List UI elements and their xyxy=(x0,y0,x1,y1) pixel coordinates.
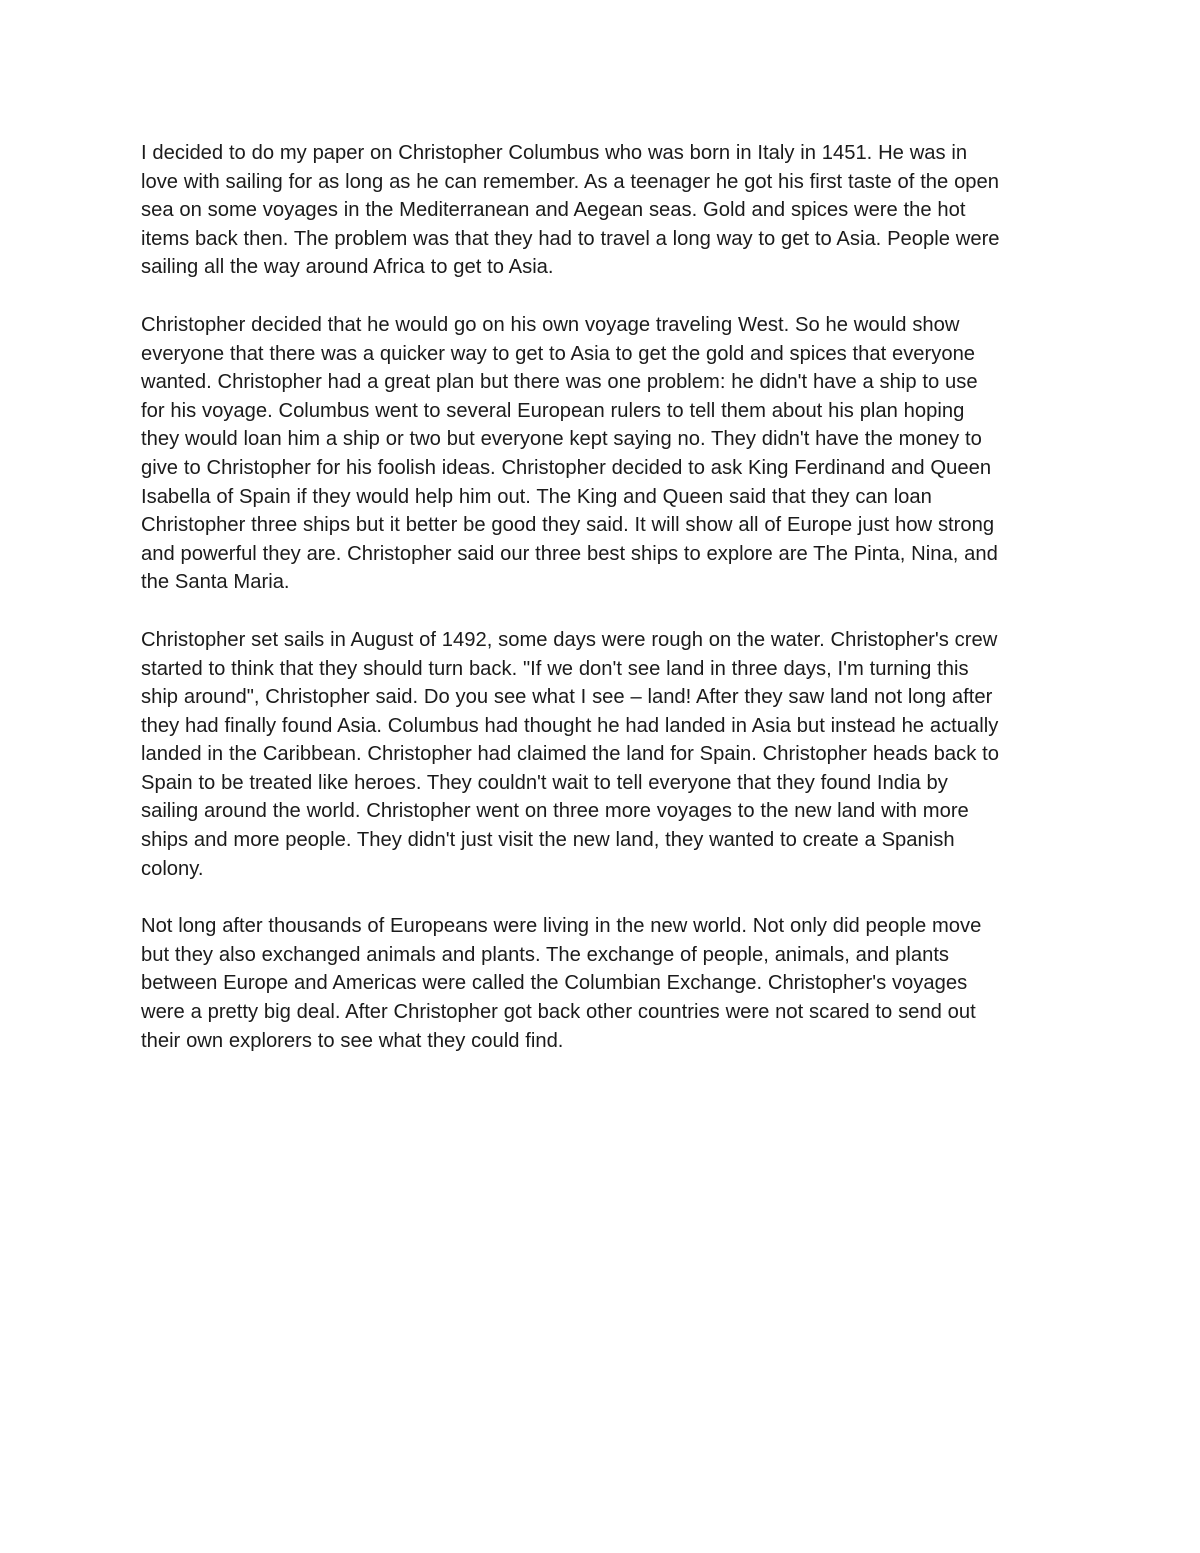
paragraph-2 xyxy=(141,311,1071,597)
paragraph-3 xyxy=(141,626,1071,883)
text-line: for his voyage. Columbus went to several European rulers to tell them about his plan hoping xyxy=(141,399,965,422)
text-line: Spain to be treated like heroes. They couldn't wait to tell everyone that they found India by xyxy=(141,771,948,794)
text-line: and powerful they are. Christopher said our three best ships to explore are The Pinta, Nina, and xyxy=(141,542,998,565)
text-line: Christopher set sails in August of 1492, some days were rough on the water. Christopher's crew xyxy=(141,628,998,651)
text-line: were a pretty big deal. After Christopher got back other countries were not scared to send out xyxy=(141,1001,976,1024)
text-line: between Europe and Americas were called the Columbian Exchange. Christopher's voyages xyxy=(141,972,968,995)
document-body xyxy=(141,139,1071,1084)
text-line: ship around", Christopher said. Do you see what I see – land! After they saw land not long after xyxy=(141,686,993,709)
text-line: colony. xyxy=(141,857,204,880)
text-line: I decided to do my paper on Christopher Columbus who was born in Italy in 1451. He was in xyxy=(141,142,968,164)
paragraph-1 xyxy=(141,139,1071,282)
text-line: love with sailing for as long as he can remember. As a teenager he got his first taste of the open xyxy=(141,170,999,193)
text-line: items back then. The problem was that they had to travel a long way to get to Asia. People were xyxy=(141,227,1000,250)
text-line: their own explorers to see what they could find. xyxy=(141,1029,564,1052)
text-line: started to think that they should turn back. "If we don't see land in three days, I'm turning this xyxy=(141,657,969,680)
text-line: they had finally found Asia. Columbus had thought he had landed in Asia but instead he actually xyxy=(141,714,999,737)
text-line: Isabella of Spain if they would help him out. The King and Queen said that they can loan xyxy=(141,485,932,508)
text-line: landed in the Caribbean. Christopher had claimed the land for Spain. Christopher heads back to xyxy=(141,743,999,766)
text-line: wanted. Christopher had a great plan but there was one problem: he didn't have a ship to use xyxy=(141,371,978,394)
text-line: sailing around the world. Christopher went on three more voyages to the new land with more xyxy=(141,800,969,823)
text-line: everyone that there was a quicker way to get to Asia to get the gold and spices that everyone xyxy=(141,342,976,365)
text-line: Christopher decided that he would go on his own voyage traveling West. So he would show xyxy=(141,313,960,336)
text-line: ships and more people. They didn't just visit the new land, they wanted to create a Spanish xyxy=(141,829,955,852)
paragraph-4 xyxy=(141,912,1071,1055)
text-line: sailing all the way around Africa to get to Asia. xyxy=(141,256,554,279)
text-line: give to Christopher for his foolish ideas. Christopher decided to ask King Ferdinand and Queen xyxy=(141,456,992,479)
text-line: but they also exchanged animals and plants. The exchange of people, animals, and plants xyxy=(141,943,950,966)
text-line: Not long after thousands of Europeans were living in the new world. Not only did people move xyxy=(141,915,982,938)
text-line: sea on some voyages in the Mediterranean and Aegean seas. Gold and spices were the hot xyxy=(141,199,966,222)
text-line: they would loan him a ship or two but everyone kept saying no. They didn't have the money to xyxy=(141,428,982,451)
text-line: the Santa Maria. xyxy=(141,571,290,594)
text-line: Christopher three ships but it better be good they said. It will show all of Europe just how strong xyxy=(141,514,995,537)
